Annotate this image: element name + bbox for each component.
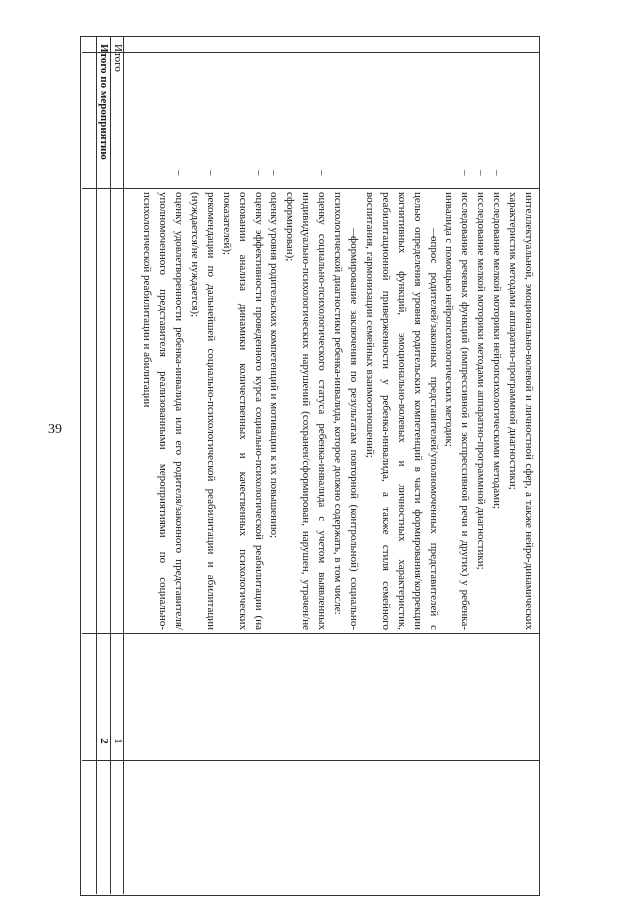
list-item: –рекомендации по дальнейшей социально-психологической реабилитации и абилитации (нуждается/не нуждается);: [188, 170, 217, 630]
list-item: –оценку эффективности проведенного курса социально-психологической реабилитации (на основании анализа динамики количественных и качественных психологических показателей);: [220, 170, 265, 630]
paragraph: —формирование заключения по результатам повторной (контрольной) социально-психологической диагностики ребенка-инвалида, которое должно содержать, в том числе:: [332, 192, 361, 630]
list-item: –исследование речевых функций (импрессивной и экспрессивной речи и других) у ребенка-инвалида с помощью нейропсихологических методик;: [443, 170, 472, 630]
rotated-table: [80, 36, 540, 896]
row-divider: [123, 36, 124, 894]
row-divider: [96, 36, 97, 894]
total-label: Итого: [112, 44, 124, 72]
list-item: –оценку социально-психологического статуса ребенка-инвалида с учетом выявленных индивидуально-психологических нарушений (сохранен/сформирован, нарушен, утрачен/не сформирован);: [284, 170, 329, 630]
row-divider: [110, 36, 111, 894]
activity-total-value: 2: [98, 738, 110, 744]
page-number: 39: [48, 422, 62, 437]
list-item: –исследование мелкой моторики методами аппаратно-программной диагностики;: [475, 170, 488, 570]
list-item: –исследование мелкой моторики нейропсихологическими методами;: [491, 170, 504, 510]
activity-total-label: Итого по мероприятию: [98, 44, 110, 160]
column-divider: [82, 52, 540, 53]
paragraph: —опрос родителей/законных представителей/уполномоченных представителей с целью определения уровня родительских компетенций в части формирования/коррекции когнитивных функций, эмоционально-волевых и личностных характеристик, реабилитационной приверженности у ребенка-инвалида, а также стиля семейного воспитания, гармонизации семейных взаимоотношений;: [363, 192, 440, 630]
activity-description: [138, 170, 536, 630]
list-item: –оценку удовлетворенности ребенка-инвалида или его родителя/законного представителя/уполномоченного представителя реализованными мероприятиями по социально-психологической реабилитации и абилитации: [141, 170, 186, 630]
paragraph: интеллектуальной, эмоционально-волевой и личностной сфер, а также нейро-динамических характеристик методами аппаратно-программной диагностики;: [507, 192, 535, 630]
column-divider: [82, 760, 540, 761]
column-divider: [82, 633, 540, 634]
list-item: –оценку уровня родительских компетенций и мотивации к их повышению;: [268, 170, 281, 539]
total-value: 1: [112, 738, 124, 744]
